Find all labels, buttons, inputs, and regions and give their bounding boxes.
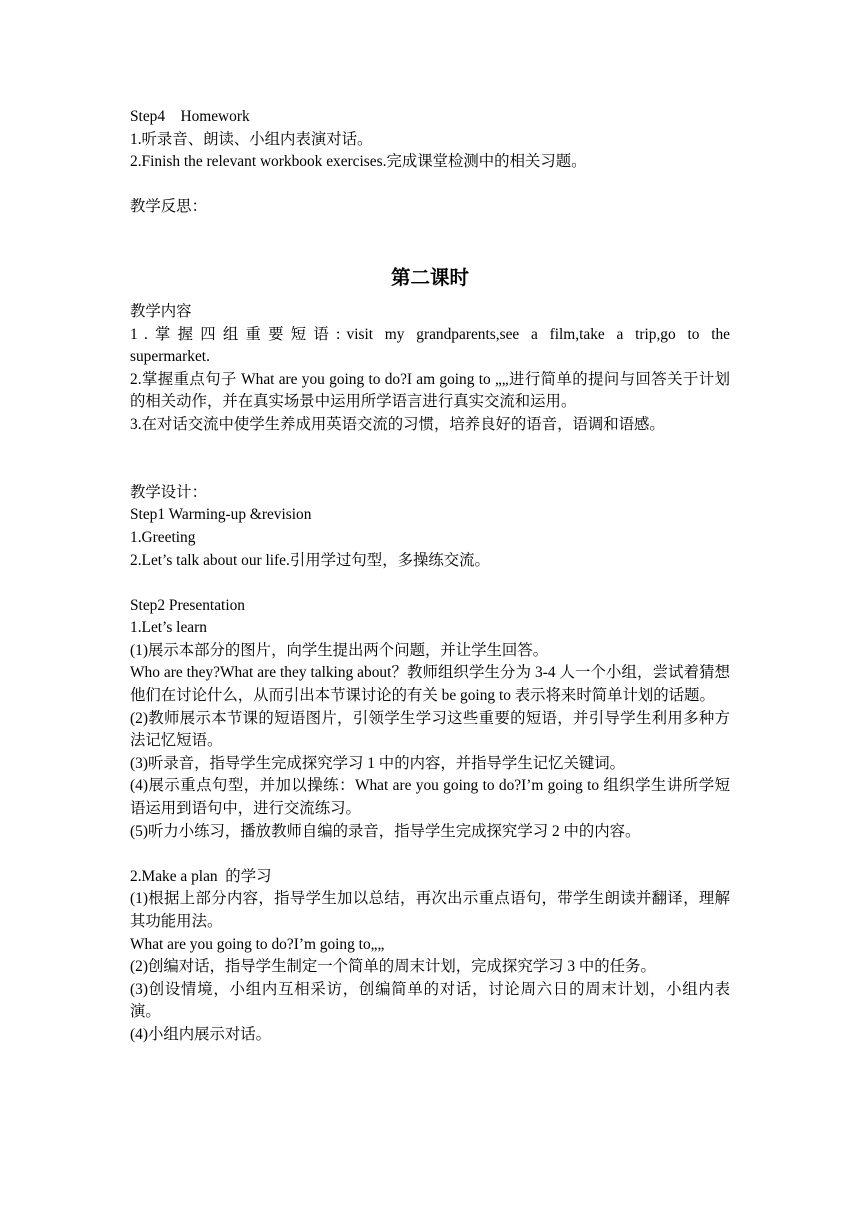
plan-point-3: (3)创设情境，小组内互相采访，创编简单的对话，讨论周六日的周末计划，小组内表演。	[130, 980, 730, 1021]
teaching-design-heading: 教学设计：	[130, 483, 207, 501]
step2-point-3: (3)听录音，指导学生完成探究学习 1 中的内容，并指导学生记忆关键词。	[130, 754, 626, 772]
lesson-title: 第二课时	[390, 265, 469, 289]
step1-heading: Step1 Warming-up &revision	[130, 506, 312, 524]
step2-point-1: (1)展示本部分的图片，向学生提出两个问题，并让学生回答。	[130, 641, 549, 659]
plan-point-2: (2)创编对话，指导学生制定一个简单的周末计划，完成探究学习 3 中的任务。	[130, 958, 656, 976]
step2-point-1b: Who are they?What are they talking about？教师组织学生分为 3-4 人一个小组，尝试着猜想他们在讨论什么，从而引出本节课讨论的有关 be going to 表示将来时简单计划的话题。	[130, 664, 730, 705]
step4-heading: Step4 Homework	[130, 108, 250, 125]
document-page	[130, 106, 730, 1047]
spacer	[130, 843, 730, 866]
content-item-3: 3.在对话交流中使学生养成用英语交流的习惯，培养良好的语音，语调和语感。	[130, 415, 665, 433]
teaching-content-heading: 教学内容	[130, 302, 192, 320]
content-item-1-rest: visit my grandparents,see a film,take a trip,go to the supermarket.	[130, 325, 731, 366]
step2-point-5: (5)听力小练习，播放教师自编的录音，指导学生完成探究学习 2 中的内容。	[130, 822, 641, 840]
step1-item-1: 1.Greeting	[130, 528, 196, 546]
content-item-1-prefix: 1.掌握四组重要短语:	[130, 325, 347, 343]
spacer	[130, 572, 730, 595]
step2-point-2: (2)教师展示本节课的短语图片，引领学生学习这些重要的短语，并引导学生利用多种方法记忆短语。	[130, 709, 730, 750]
homework-item-1: 1.听录音、朗读、小组内表演对话。	[130, 130, 373, 148]
spacer	[130, 174, 730, 197]
plan-point-1b: What are you going to do?I’m going to„„	[130, 935, 385, 953]
teaching-reflection-label: 教学反思：	[130, 198, 207, 216]
step2-point-4: (4)展示重点句型，并加以操练：What are you going to do?I’m going to 组织学生讲所学短语运用到语句中，进行交流练习。	[130, 777, 730, 818]
content-item-2: 2.掌握重点句子 What are you going to do?I am going to „„进行简单的提问与回答关于计划的相关动作，并在真实场景中运用所学语言进行真实交流和运用。	[130, 370, 730, 411]
plan-point-4: (4)小组内展示对话。	[130, 1025, 272, 1043]
homework-item-2: 2.Finish the relevant workbook exercises.完成课堂检测中的相关习题。	[130, 153, 587, 171]
step2-heading: Step2 Presentation	[130, 596, 245, 614]
spacer	[130, 437, 730, 482]
step1-item-2: 2.Let’s talk about our life.引用学过句型，多操练交流。	[130, 551, 490, 569]
plan-point-1: (1)根据上部分内容，指导学生加以总结，再次出示重点语句，带学生朗读并翻译，理解其功能用法。	[130, 890, 730, 930]
step2-item-1: 1.Let’s learn	[130, 619, 207, 637]
content-item-1	[130, 324, 730, 369]
step2-item-2: 2.Make a plan 的学习	[130, 867, 272, 885]
